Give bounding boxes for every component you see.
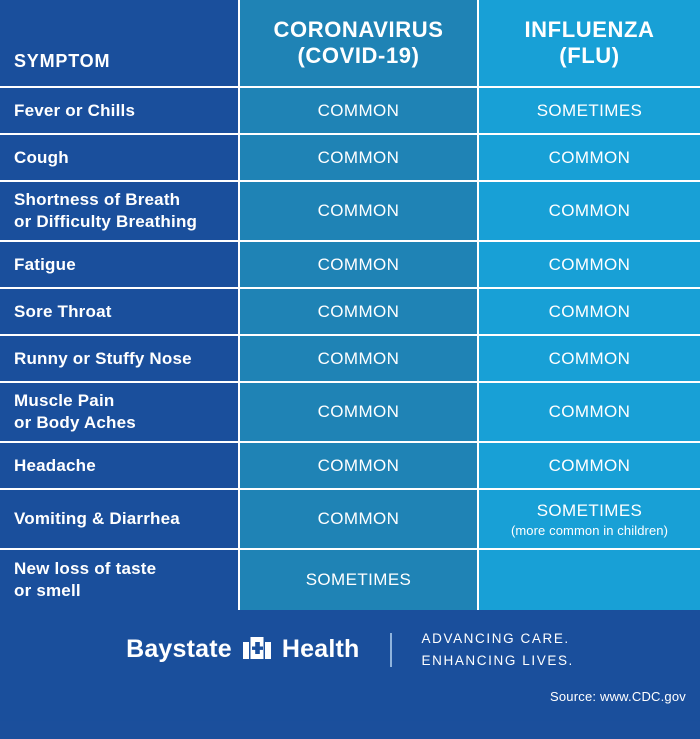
table-row — [0, 443, 700, 490]
symptom-text: Headache — [14, 455, 96, 475]
flu-value: COMMON — [479, 135, 700, 180]
table-row — [0, 383, 700, 443]
symptom-text — [14, 189, 197, 233]
symptom-text: Sore Throat — [14, 301, 112, 321]
symptom-text-line2: or Body Aches — [14, 413, 136, 432]
column-header-coronavirus-line1: CORONAVIRUS — [273, 16, 444, 42]
flu-value — [479, 490, 700, 548]
column-header-coronavirus — [240, 0, 479, 86]
footer-branding — [0, 610, 700, 689]
symptom-text: Fever or Chills — [14, 100, 136, 120]
covid-value: COMMON — [240, 443, 479, 488]
symptom-name — [0, 182, 240, 240]
hospital-cross-icon — [242, 635, 272, 665]
table-header-row — [0, 0, 700, 88]
symptom-name — [0, 289, 240, 334]
symptom-text-line2: or Difficulty Breathing — [14, 212, 198, 231]
column-header-symptom — [0, 0, 240, 86]
flu-value: COMMON — [479, 443, 700, 488]
brand-name-left: Baystate — [126, 635, 232, 663]
symptom-text — [14, 390, 136, 434]
covid-value: COMMON — [240, 383, 479, 441]
source-credit: Source: www.CDC.gov — [0, 689, 700, 721]
flu-value: SOMETIMES — [479, 88, 700, 133]
flu-value: COMMON — [479, 383, 700, 441]
symptom-name — [0, 443, 240, 488]
symptom-name — [0, 383, 240, 441]
covid-value: SOMETIMES — [240, 550, 479, 610]
flu-value — [479, 550, 700, 610]
table-row — [0, 182, 700, 242]
covid-value: COMMON — [240, 182, 479, 240]
symptom-text: Vomiting & Diarrhea — [14, 509, 180, 529]
table-row — [0, 289, 700, 336]
footer-tagline-line1: ADVANCING CARE. — [421, 630, 570, 646]
symptom-text — [14, 558, 156, 602]
flu-value: COMMON — [479, 182, 700, 240]
baystate-health-logo — [126, 635, 359, 665]
symptom-name — [0, 135, 240, 180]
covid-value: COMMON — [240, 289, 479, 334]
flu-value: COMMON — [479, 289, 700, 334]
table-row — [0, 135, 700, 182]
table-row — [0, 550, 700, 610]
covid-value: COMMON — [240, 490, 479, 548]
table-row — [0, 490, 700, 550]
column-header-coronavirus-line2: (COVID-19) — [297, 43, 420, 68]
symptom-name — [0, 242, 240, 287]
table-row — [0, 242, 700, 289]
flu-value-main: SOMETIMES — [536, 500, 643, 520]
symptom-name — [0, 336, 240, 381]
flu-value-note: (more common in children) — [510, 522, 669, 538]
table-row — [0, 336, 700, 383]
column-header-influenza-line2: (FLU) — [559, 43, 620, 68]
symptom-text-line1: New loss of taste — [14, 558, 157, 578]
symptom-text: Fatigue — [14, 254, 76, 274]
footer-tagline — [422, 628, 574, 671]
symptom-text-line2: or smell — [14, 581, 81, 600]
flu-value: COMMON — [479, 242, 700, 287]
column-header-symptom-label: SYMPTOM — [14, 50, 111, 71]
symptom-text: Runny or Stuffy Nose — [14, 348, 192, 368]
column-header-influenza-line1: INFLUENZA — [524, 16, 655, 42]
symptom-name — [0, 88, 240, 133]
flu-value: COMMON — [479, 336, 700, 381]
covid-value: COMMON — [240, 242, 479, 287]
footer-divider — [390, 633, 392, 667]
symptom-text-line1: Muscle Pain — [14, 390, 115, 410]
symptom-text-line1: Shortness of Breath — [14, 189, 181, 209]
symptom-name — [0, 490, 240, 548]
column-header-influenza — [479, 0, 700, 86]
footer-tagline-line2: ENHANCING LIVES. — [421, 652, 574, 668]
covid-value: COMMON — [240, 135, 479, 180]
covid-value: COMMON — [240, 336, 479, 381]
flu-value-text — [511, 501, 668, 538]
symptom-text: Cough — [14, 147, 69, 167]
covid-value: COMMON — [240, 88, 479, 133]
brand-name-right: Health — [281, 635, 360, 663]
symptom-name — [0, 550, 240, 610]
table-row — [0, 88, 700, 135]
